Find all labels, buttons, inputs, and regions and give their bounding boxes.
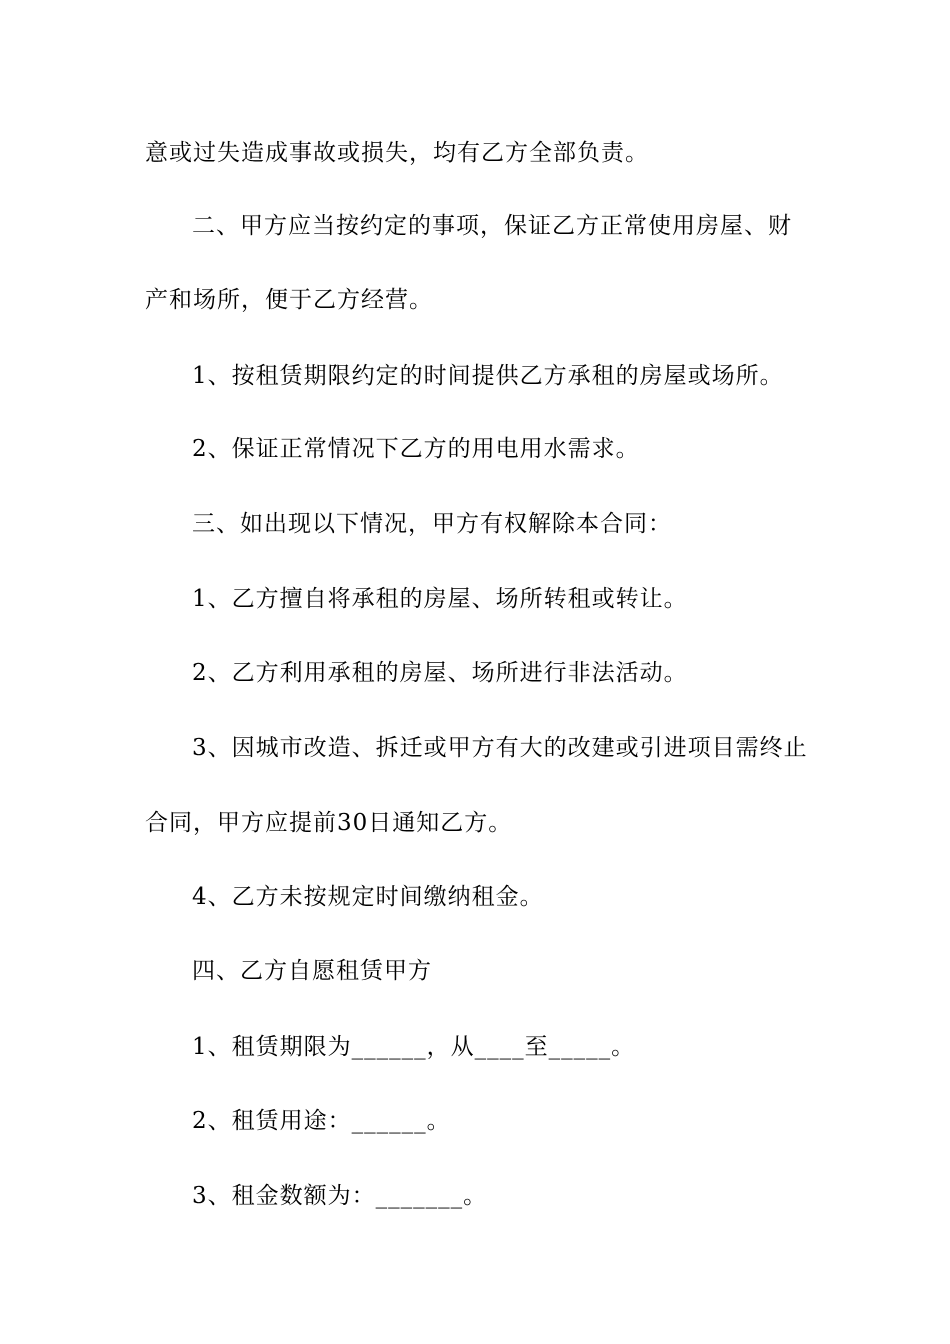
text-line-3: 产和场所，便于乙方经营。 (145, 287, 433, 313)
text-line-13: 1、租赁期限为______，从____至_____。 (192, 1034, 636, 1060)
text-line-10: 合同，甲方应提前30日通知乙方。 (145, 810, 513, 836)
text-line-11: 4、乙方未按规定时间缴纳租金。 (192, 884, 544, 910)
text-line-7: 1、乙方擅自将承租的房屋、场所转租或转让。 (192, 586, 688, 612)
text-line-4: 1、按租赁期限约定的时间提供乙方承租的房屋或场所。 (192, 363, 784, 389)
text-line-12: 四、乙方自愿租赁甲方 (192, 958, 432, 984)
text-line-5: 2、保证正常情况下乙方的用电用水需求。 (192, 436, 640, 462)
text-line-1: 意或过失造成事故或损失，均有乙方全部负责。 (145, 140, 649, 166)
text-line-9: 3、因城市改造、拆迁或甲方有大的改建或引进项目需终止 (192, 735, 808, 761)
text-line-6: 三、如出现以下情况，甲方有权解除本合同： (192, 511, 672, 537)
text-line-8: 2、乙方利用承租的房屋、场所进行非法活动。 (192, 660, 688, 686)
text-line-14: 2、租赁用途：______。 (192, 1108, 451, 1134)
text-line-2: 二、甲方应当按约定的事项，保证乙方正常使用房屋、财 (192, 213, 792, 239)
text-line-15: 3、租金数额为：_______。 (192, 1183, 488, 1209)
